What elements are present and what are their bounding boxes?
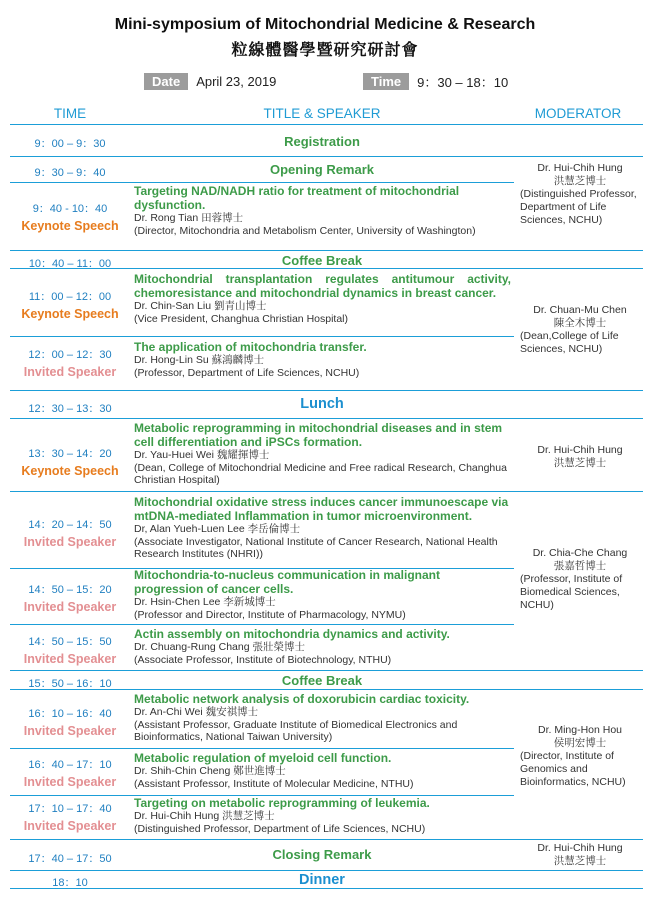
talk-title: Metabolic network analysis of doxorubicin cardiac toxicity. xyxy=(134,692,470,706)
talk-time-cell xyxy=(10,200,130,233)
talk-affiliation: (Dean, College of Mitochondrial Medicine and Free radical Research, Changhua Christian Hospital) xyxy=(134,461,507,486)
talk-entry xyxy=(134,796,511,835)
talk-entry xyxy=(134,692,511,744)
row-divider xyxy=(10,156,643,157)
header-moderator: MODERATOR xyxy=(534,106,622,121)
talk-time-cell xyxy=(10,346,130,379)
moderator-name-zh: 張嘉哲博士 xyxy=(553,560,607,572)
talk-time-cell xyxy=(10,800,130,833)
talk-entry xyxy=(134,340,511,379)
talk-title: Mitochondrial oxidative stress induces cancer immunoescape via mtDNA-mediated Inflammation in tumor microenvironment. xyxy=(134,495,509,523)
row-divider xyxy=(10,491,643,492)
talk-time-cell xyxy=(10,756,130,789)
talk-time: 14：50 – 15：20 xyxy=(28,584,112,596)
talk-entry xyxy=(134,184,511,237)
row-divider xyxy=(10,336,514,337)
talk-title: Targeting NAD/NADH ratio for treatment of mitochondrial dysfunction. xyxy=(134,184,460,212)
talk-speaker: Dr. Hui-Chih Hung 洪慧芝博士 xyxy=(134,810,275,822)
moderator-affiliation: (Professor, Institute of Biomedical Sciences, NCHU) xyxy=(520,573,623,611)
talk-time-cell xyxy=(10,445,130,478)
date-info xyxy=(144,71,276,91)
talk-type: Keynote Speech xyxy=(21,219,119,233)
row-divider xyxy=(10,624,514,625)
date-label: Date xyxy=(144,73,188,90)
row-divider xyxy=(10,182,514,183)
talk-time: 11：00 – 12：00 xyxy=(28,291,112,303)
moderator-block xyxy=(520,162,640,227)
talk-time-cell xyxy=(10,516,130,549)
talk-speaker: Dr. An-Chi Wei 魏安祺博士 xyxy=(134,706,259,718)
registration-text: Registration xyxy=(284,134,360,149)
talk-title: Mitochondrial transplantation regulates antitumour activity, chemoresistance and mitochondrial dynamics in breast cancer. xyxy=(134,272,511,300)
row-divider xyxy=(10,418,643,419)
moderator-name: Dr. Hui-Chih Hung xyxy=(537,444,623,456)
date-value: April 23, 2019 xyxy=(196,73,277,89)
row-divider xyxy=(10,124,643,125)
talk-entry xyxy=(134,421,511,487)
talk-type: Invited Speaker xyxy=(23,365,117,379)
time-info xyxy=(363,71,508,91)
talk-type: Invited Speaker xyxy=(23,775,117,789)
moderator-name-zh: 洪慧芝博士 xyxy=(553,457,607,469)
moderator-block xyxy=(520,304,640,356)
talk-time: 14：20 – 14：50 xyxy=(28,519,112,531)
talk-time: 9：40 - 10：40 xyxy=(32,203,108,215)
row-divider xyxy=(10,250,643,251)
talk-entry xyxy=(134,568,511,621)
closing-text: Closing Remark xyxy=(272,847,372,862)
row-divider xyxy=(10,870,643,871)
coffee1-time: 10：40 – 11：00 xyxy=(28,258,112,270)
moderator-name: Dr. Chuan-Mu Chen xyxy=(533,304,627,316)
talk-title: Metabolic reprogramming in mitochondrial diseases and in stem cell differentiation and iPSCs formation. xyxy=(134,421,503,449)
moderator-block xyxy=(520,724,640,789)
talk-entry xyxy=(134,627,511,666)
talk-affiliation: (Professor and Director, Institute of Pharmacology, NYMU) xyxy=(134,608,406,621)
coffee2-time: 15：50 – 16：10 xyxy=(28,678,112,690)
talk-speaker: Dr. Hsin-Chen Lee 李新城博士 xyxy=(134,596,276,608)
talk-affiliation: (Professor, Department of Life Sciences, NCHU) xyxy=(134,366,360,379)
talk-entry xyxy=(134,495,511,561)
talk-speaker: Dr. Rong Tian 田蓉博士 xyxy=(134,212,244,224)
row-divider xyxy=(10,670,643,671)
closing-time: 17：40 – 17：50 xyxy=(28,853,112,865)
moderator-affiliation: (Director, Institute of Genomics and Bioinformatics, NCHU) xyxy=(520,750,626,788)
moderator-block xyxy=(520,842,640,868)
title-english: Mini-symposium of Mitochondrial Medicine & Research xyxy=(114,16,536,33)
row-divider xyxy=(10,390,643,391)
moderator-name-zh: 洪慧芝博士 xyxy=(553,855,607,867)
talk-type: Invited Speaker xyxy=(23,819,117,833)
opening-time: 9：30 – 9：40 xyxy=(34,167,106,179)
talk-time: 12：00 – 12：30 xyxy=(28,349,112,361)
talk-time-cell xyxy=(10,633,130,666)
talk-type: Invited Speaker xyxy=(23,724,117,738)
talk-affiliation: (Assistant Professor, Graduate Institute of Biomedical Electronics and Bioinformatics, National Taiwan University) xyxy=(134,718,458,743)
talk-speaker: Dr. Hong-Lin Su 蘇鴻麟博士 xyxy=(134,354,265,366)
header-title: TITLE & SPEAKER xyxy=(263,106,381,121)
coffee1-text: Coffee Break xyxy=(281,253,363,268)
talk-affiliation: (Director, Mitochondria and Metabolism Center, University of Washington) xyxy=(134,224,476,237)
moderator-block xyxy=(520,444,640,470)
moderator-block xyxy=(520,547,640,612)
talk-title: Metabolic regulation of myeloid cell function. xyxy=(134,751,392,765)
moderator-name: Dr. Ming-Hon Hou xyxy=(537,724,623,736)
talk-affiliation: (Associate Professor, Institute of Biotechnology, NTHU) xyxy=(134,653,392,666)
talk-entry xyxy=(134,272,511,325)
title-chinese: 粒線體醫學暨研究研討會 xyxy=(231,42,419,59)
talk-time-cell xyxy=(10,288,130,321)
talk-type: Keynote Speech xyxy=(21,464,119,478)
talk-time: 14：50 – 15：50 xyxy=(28,636,112,648)
talk-speaker: Dr. Chin-San Liu 劉青山博士 xyxy=(134,300,267,312)
dinner-time: 18：10 xyxy=(52,877,88,889)
talk-affiliation: (Assistant Professor, Institute of Molecular Medicine, NTHU) xyxy=(134,777,414,790)
talk-speaker: Dr. Yau-Huei Wei 魏耀揮博士 xyxy=(134,449,270,461)
talk-time-cell xyxy=(10,705,130,738)
talk-type: Invited Speaker xyxy=(23,652,117,666)
talk-type: Invited Speaker xyxy=(23,535,117,549)
row-divider xyxy=(10,748,514,749)
moderator-name-zh: 洪慧芝博士 xyxy=(553,175,607,187)
talk-time: 16：40 – 17：10 xyxy=(28,759,112,771)
moderator-affiliation: (Distinguished Professor, Department of Life Sciences, NCHU) xyxy=(520,188,637,226)
talk-title: Mitochondria-to-nucleus communication in malignant progression of cancer cells. xyxy=(134,568,441,596)
moderator-name-zh: 陳全木博士 xyxy=(553,317,607,329)
talk-affiliation: (Vice President, Changhua Christian Hospital) xyxy=(134,312,348,325)
header-time: TIME xyxy=(53,106,87,121)
moderator-affiliation: (Dean,College of Life Sciences, NCHU) xyxy=(520,330,619,355)
talk-title: Targeting on metabolic reprogramming of leukemia. xyxy=(134,796,430,810)
talk-type: Invited Speaker xyxy=(23,600,117,614)
row-divider xyxy=(10,839,643,840)
talk-affiliation: (Distinguished Professor, Department of Life Sciences, NCHU) xyxy=(134,822,426,835)
opening-text: Opening Remark xyxy=(269,162,375,177)
moderator-name: Dr. Hui-Chih Hung xyxy=(537,162,623,174)
talk-type: Keynote Speech xyxy=(21,307,119,321)
talk-affiliation: (Associate Investigator, National Institute of Cancer Research, National Health Research Institutes (NHRI)) xyxy=(134,535,498,560)
talk-time: 13：30 – 14：20 xyxy=(28,448,112,460)
talk-speaker: Dr, Alan Yueh-Luen Lee 李岳倫博士 xyxy=(134,523,301,535)
moderator-name: Dr. Hui-Chih Hung xyxy=(537,842,623,854)
registration-time: 9：00 – 9：30 xyxy=(34,138,106,150)
time-value: 9：30 – 18：10 xyxy=(417,74,509,90)
talk-title: The application of mitochondria transfer. xyxy=(134,340,367,354)
talk-speaker: Dr. Chuang-Rung Chang 張壯榮博士 xyxy=(134,641,305,653)
coffee2-text: Coffee Break xyxy=(281,673,363,688)
talk-time: 17：10 – 17：40 xyxy=(28,803,112,815)
talk-time: 16：10 – 16：40 xyxy=(28,708,112,720)
dinner-text: Dinner xyxy=(299,872,345,888)
moderator-name-zh: 侯明宏博士 xyxy=(553,737,607,749)
talk-title: Actin assembly on mitochondria dynamics and activity. xyxy=(134,627,450,641)
lunch-time: 12：30 – 13：30 xyxy=(28,403,112,415)
talk-time-cell xyxy=(10,581,130,614)
lunch-text: Lunch xyxy=(300,396,344,412)
time-label: Time xyxy=(363,73,409,90)
talk-entry xyxy=(134,751,511,790)
talk-speaker: Dr. Shih-Chin Cheng 鄭世進博士 xyxy=(134,765,286,777)
moderator-name: Dr. Chia-Che Chang xyxy=(532,547,628,559)
